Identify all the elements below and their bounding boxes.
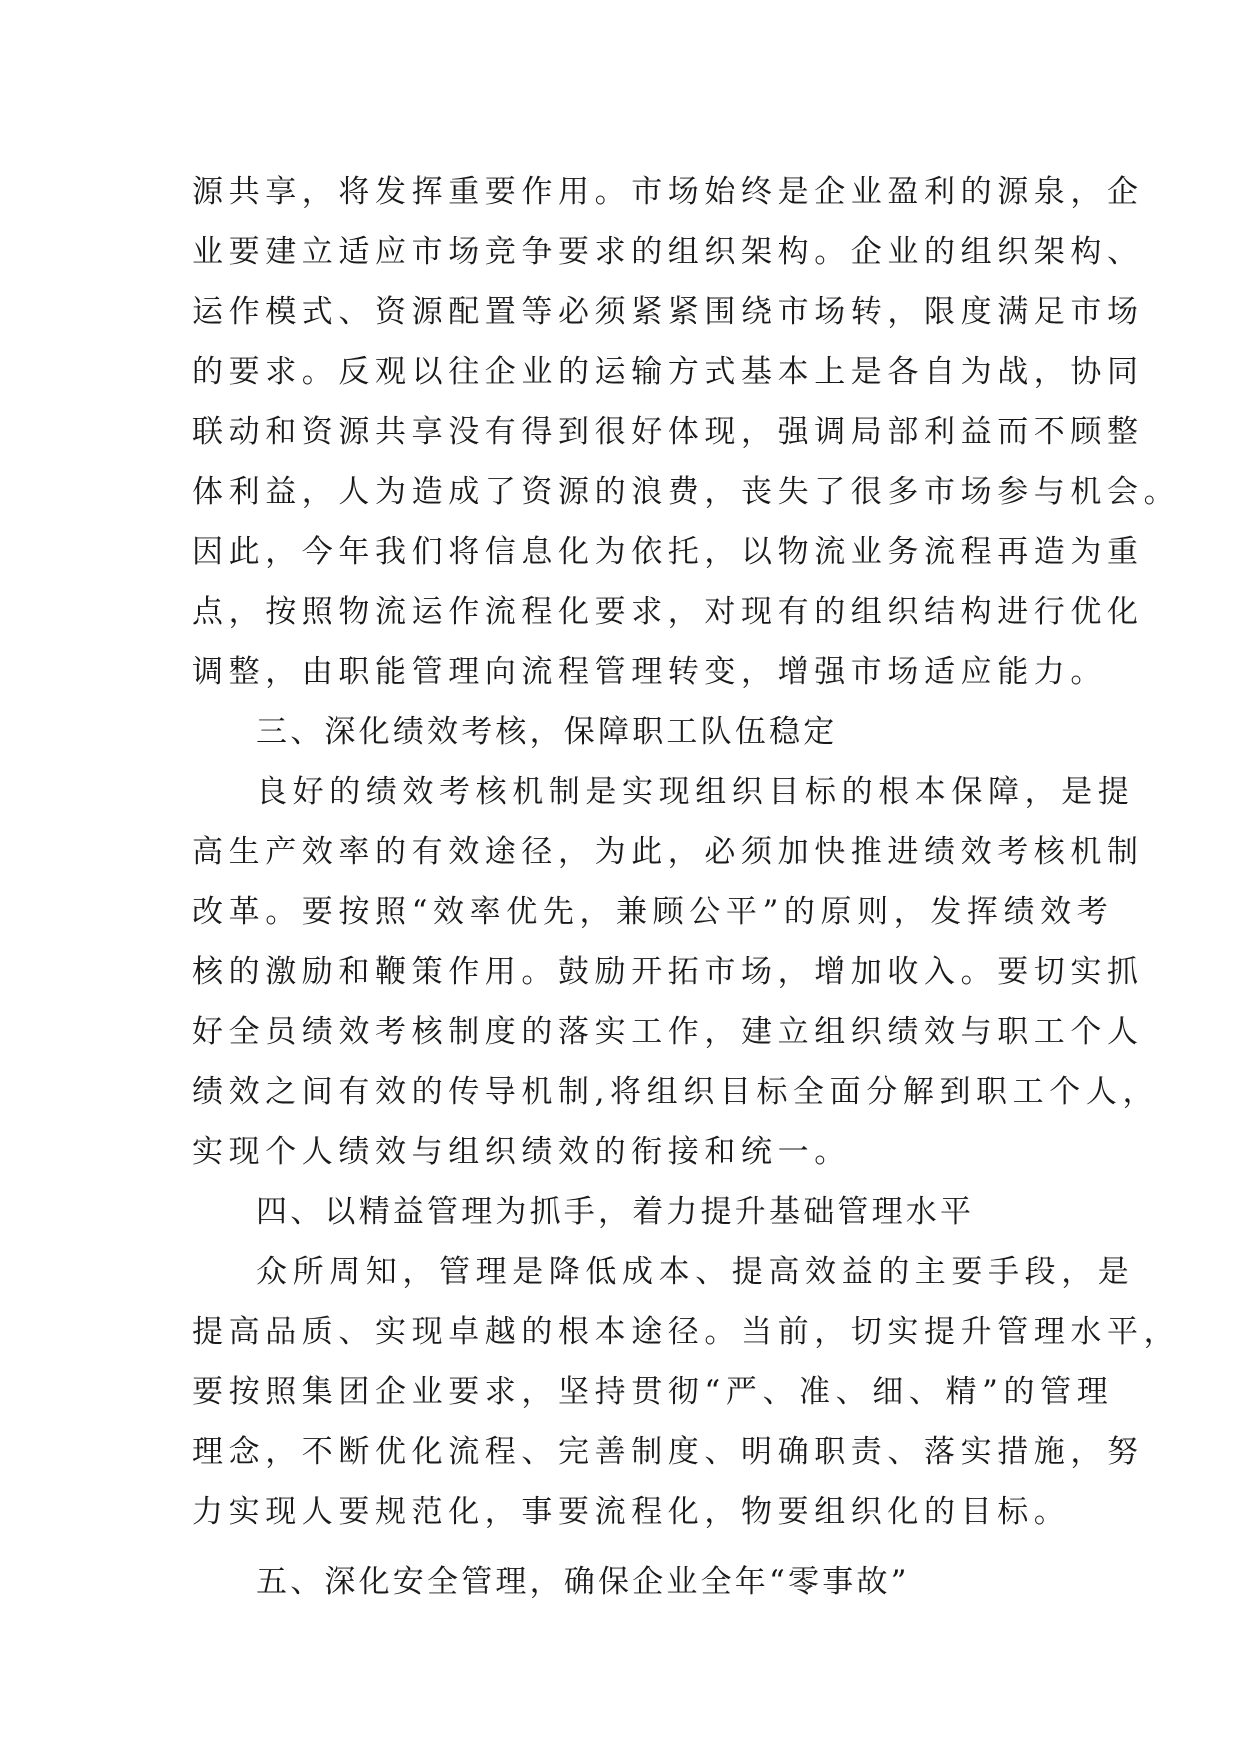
paragraph-first-line: 众所周知，管理是降低成本、提高效益的主要手段，是 [256, 1254, 1135, 1290]
body-line: 提高品质、实现卓越的根本途径。当前，切实提升管理水平， [192, 1314, 1181, 1350]
body-line: 核的激励和鞭策作用。鼓励开拓市场，增加收入。要切实抓 [192, 954, 1144, 990]
body-line: 联动和资源共享没有得到很好体现，强调局部利益而不顾整 [192, 414, 1144, 450]
paragraph-first-line: 良好的绩效考核机制是实现组织目标的根本保障，是提 [256, 774, 1135, 810]
body-line: 运作模式、资源配置等必须紧紧围绕市场转，限度满足市场 [192, 294, 1144, 330]
spacer [192, 1542, 1052, 1552]
body-line: 力实现人要规范化，事要流程化，物要组织化的目标。 [192, 1494, 1071, 1530]
body-line: 理念，不断优化流程、完善制度、明确职责、落实措施，努 [192, 1434, 1144, 1470]
body-line: 好全员绩效考核制度的落实工作，建立组织绩效与职工个人 [192, 1014, 1144, 1050]
section-heading-4: 四、以精益管理为抓手，着力提升基础管理水平 [256, 1194, 975, 1230]
body-line: 源共享，将发挥重要作用。市场始终是企业盈利的源泉，企 [192, 174, 1144, 210]
body-line: 因此，今年我们将信息化为依托，以物流业务流程再造为重 [192, 534, 1144, 570]
section-heading-3: 三、深化绩效考核，保障职工队伍稳定 [256, 714, 838, 750]
body-line: 业要建立适应市场竞争要求的组织架构。企业的组织架构、 [192, 234, 1144, 270]
body-line: 的要求。反观以往企业的运输方式基本上是各自为战，协同 [192, 354, 1144, 390]
body-line: 调整，由职能管理向流程管理转变，增强市场适应能力。 [192, 654, 1107, 690]
body-line: 实现个人绩效与组织绩效的衔接和统一。 [192, 1134, 851, 1170]
body-line: 体利益，人为造成了资源的浪费，丧失了很多市场参与机会。 [192, 474, 1181, 510]
body-line: 要按照集团企业要求，坚持贯彻“严、准、细、精”的管理 [192, 1374, 1114, 1410]
body-line: 点，按照物流运作流程化要求，对现有的组织结构进行优化 [192, 594, 1144, 630]
body-line: 改革。要按照“效率优先，兼顾公平”的原则，发挥绩效考 [192, 894, 1114, 930]
section-heading-5: 五、深化安全管理，确保企业全年“零事故” [256, 1564, 910, 1600]
body-line: 绩效之间有效的传导机制,将组织目标全面分解到职工个人， [192, 1074, 1160, 1110]
document-body [192, 162, 1181, 1612]
body-line: 高生产效率的有效途径，为此，必须加快推进绩效考核机制 [192, 834, 1144, 870]
